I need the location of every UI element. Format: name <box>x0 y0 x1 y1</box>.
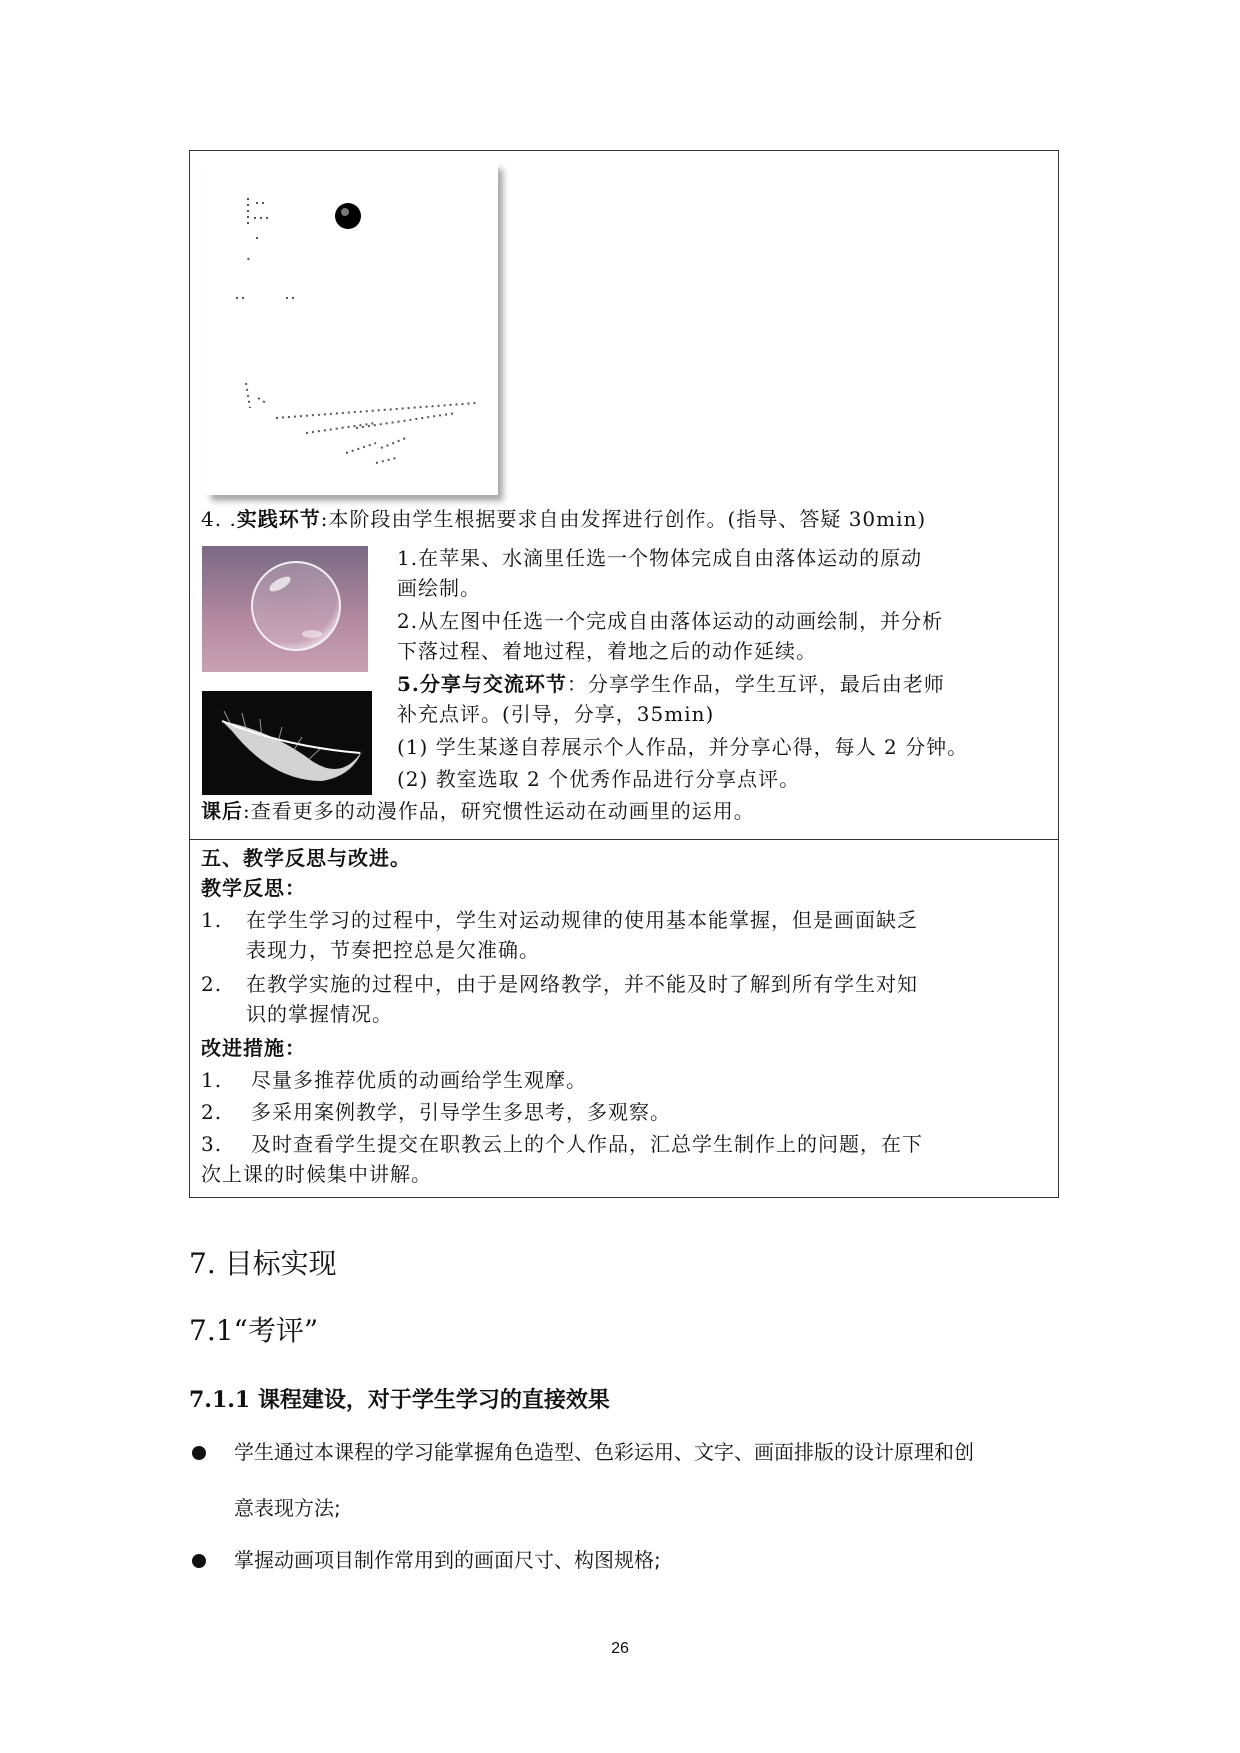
bullet-dot-2 <box>192 1554 206 1568</box>
reflect-item-2-a: 在教学实施的过程中，由于是网络教学，并不能及时了解到所有学生对知 <box>246 972 918 996</box>
reflect-item-1-a: 在学生学习的过程中，学生对运动规律的使用基本能掌握，但是画面缺乏 <box>246 908 918 932</box>
improve-item-1: 尽量多推荐优质的动画给学生观摩。 <box>251 1068 587 1092</box>
improve-item-2: 多采用案例教学，引导学生多思考，多观察。 <box>251 1100 671 1124</box>
practice-heading-line <box>201 505 926 533</box>
improve-item-3-num: 3. <box>201 1132 223 1156</box>
improve-item-1-num: 1. <box>201 1068 223 1092</box>
reflect-item-1-num: 1. <box>201 908 223 932</box>
falling-ball-sketch <box>206 163 498 495</box>
improve-label: 改进措施： <box>201 1036 306 1060</box>
share-item-1: (1) 学生某遂自荐展示个人作品，并分享心得，每人 2 分钟。 <box>397 735 969 759</box>
after-class-text: :查看更多的动漫作品，研究惯性运动在动画里的运用。 <box>243 799 755 823</box>
reflect-item-2-num: 2. <box>201 972 223 996</box>
improve-item-2-num: 2. <box>201 1100 223 1124</box>
reflection-row <box>190 840 1058 1197</box>
lesson-table <box>189 150 1059 1198</box>
task2-line-a: 2.从左图中任选一个完成自由落体运动的动画绘制，并分析 <box>397 609 944 633</box>
practice-text: :本阶段由学生根据要求自由发挥进行创作。(指导、答疑 30min) <box>320 507 927 531</box>
reflect-item-1-b: 表现力，节奏把控总是欠准确。 <box>246 938 540 962</box>
share-text: ：分享学生作品，学生互评，最后由老师 <box>566 672 945 696</box>
improve-item-3: 及时查看学生提交在职教云上的个人作品，汇总学生制作上的问题，在下 <box>251 1132 923 1156</box>
practice-row <box>190 151 1058 840</box>
share-title: 5.分享与交流环节 <box>397 672 567 696</box>
practice-title: 实践环节 <box>236 507 321 531</box>
feather-image <box>202 691 372 795</box>
share-item-2: (2) 教室选取 2 个优秀作品进行分享点评。 <box>397 767 801 791</box>
bullet-1-line-a: 学生通过本课程的学习能掌握角色造型、色彩运用、文字、画面排版的设计原理和创 <box>234 1440 974 1464</box>
task1-line-b: 画绘制。 <box>397 576 481 600</box>
share-line-a <box>397 670 945 698</box>
bullet-1-line-b: 意表现方法; <box>234 1496 341 1520</box>
bubble-image <box>202 546 368 672</box>
reflect-item-2-b: 识的掌握情况。 <box>246 1002 393 1026</box>
heading-7: 7. 目标实现 <box>189 1247 337 1280</box>
after-class-line <box>201 797 755 825</box>
bullet-dot-1 <box>192 1446 206 1460</box>
page-number: 26 <box>611 1640 629 1657</box>
practice-number: 4. . <box>201 507 237 531</box>
after-class-label: 课后 <box>201 799 243 823</box>
task2-line-b: 下落过程、着地过程，着地之后的动作延续。 <box>397 639 817 663</box>
bullet-2-line-a: 掌握动画项目制作常用到的画面尺寸、构图规格; <box>234 1548 661 1572</box>
heading-7-1: 7.1“考评” <box>189 1314 319 1347</box>
improve-item-3-cont: 次上课的时候集中讲解。 <box>201 1162 432 1186</box>
heading-7-1-1: 7.1.1 课程建设，对于学生学习的直接效果 <box>189 1387 610 1413</box>
share-line-b: 补充点评。(引导，分享，35min) <box>397 702 715 726</box>
section5-title: 五、教学反思与改进。 <box>201 846 411 870</box>
task1-line-a: 1.在苹果、水滴里任选一个物体完成自由落体运动的原动 <box>397 546 923 570</box>
reflect-label: 教学反思： <box>201 876 306 900</box>
